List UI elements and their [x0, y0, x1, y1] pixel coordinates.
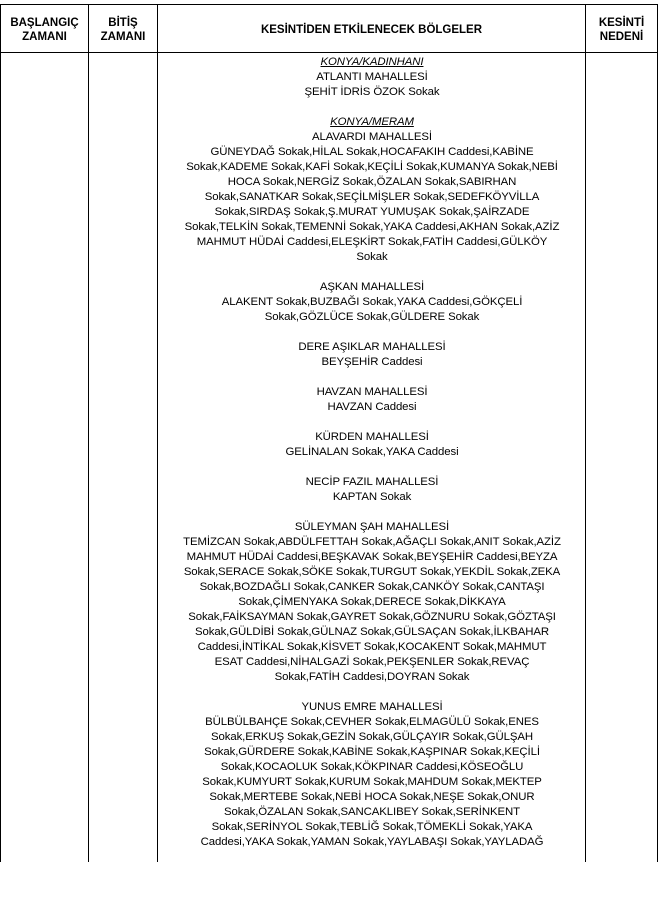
street-list-line: Sokak,FAİKSAYMAN Sokak,GAYRET Sokak,GÖZNURU Sokak,GÖZTAŞI: [188, 611, 556, 623]
column-divider: [657, 4, 658, 862]
street-list-line: Sokak,SERACE Sokak,SÖKE Sokak,TURGUT Sokak,YEKDİL Sokak,ZEKA: [183, 566, 561, 578]
street-list-line: GÜNEYDAĞ Sokak,HİLAL Sokak,HOCAFAKIH Caddesi,KABİNE: [210, 146, 534, 158]
street-list-line: ŞEHİT İDRİS ÖZOK Sokak: [304, 86, 440, 98]
spacer: [158, 460, 586, 475]
header-end-line-1: BİTİŞ: [108, 17, 138, 29]
spacer: [158, 505, 586, 520]
district-name: KONYA/MERAM: [330, 116, 414, 128]
affected-regions-cell: [158, 55, 586, 850]
street-list-line: Sokak,BOZDAĞLI Sokak,CANKER Sokak,CANKÖY Sokak,CANTAŞI: [199, 581, 545, 593]
header-end-time: [89, 10, 157, 50]
street-list-line: KAPTAN Sokak: [332, 491, 412, 503]
column-divider: [0, 4, 1, 862]
street-list-line: Sokak,ÖZALAN Sokak,SANCAKLIBEY Sokak,SERİNKENT: [224, 806, 520, 818]
street-list-line: Sokak,GÜLDİBİ Sokak,GÜLNAZ Sokak,GÜLSAÇAN Sokak,İLKBAHAR: [195, 626, 549, 638]
street-list-line: Sokak,TELKİN Sokak,TEMENNİ Sokak,YAKA Caddesi,AKHAN Sokak,AZİZ: [184, 221, 560, 233]
spacer: [158, 265, 586, 280]
neighborhood-name: HAVZAN MAHALLESİ: [316, 386, 428, 398]
street-list-line: Caddesi,İNTİKAL Sokak,KİSVET Sokak,KOCAKENT Sokak,MAHMUT: [197, 641, 547, 653]
spacer: [158, 415, 586, 430]
neighborhood-name: ALAVARDI MAHALLESİ: [312, 131, 432, 143]
street-list-line: ALAKENT Sokak,BUZBAĞI Sokak,YAKA Caddesi,GÖKÇELİ: [221, 296, 523, 308]
header-start-line-2: ZAMANI: [22, 31, 67, 43]
neighborhood-name: YUNUS EMRE MAHALLESİ: [301, 701, 443, 713]
street-list-line: Sokak,SANATKAR Sokak,SEÇİLMİŞLER Sokak,SEDEFKÖYVİLLA: [204, 191, 540, 203]
street-list-line: ESAT Caddesi,NİHALGAZİ Sokak,PEKŞENLER Sokak,REVAÇ: [214, 656, 530, 668]
street-list-line: BEYŞEHİR Caddesi: [321, 356, 423, 368]
spacer: [158, 685, 586, 700]
header-start-time: [1, 10, 88, 50]
street-list-line: MAHMUT HÜDAİ Caddesi,BEŞKAVAK Sokak,BEYŞEHİR Caddesi,BEYZA: [186, 551, 558, 563]
neighborhood-name: SÜLEYMAN ŞAH MAHALLESİ: [294, 521, 450, 533]
street-list-line: Sokak,ERKUŞ Sokak,GEZİN Sokak,GÜLÇAYIR Sokak,GÜLŞAH: [211, 731, 533, 743]
neighborhood-name: NECİP FAZIL MAHALLESİ: [305, 476, 439, 488]
street-list-line: Sokak,ÇİMENYAKA Sokak,DERECE Sokak,DİKKAYA: [238, 596, 506, 608]
neighborhood-name: DERE AŞIKLAR MAHALLESİ: [298, 341, 446, 353]
table-top-border: [0, 4, 658, 5]
street-list-line: HAVZAN Caddesi: [327, 401, 417, 413]
district-name: KONYA/KADINHANI: [320, 56, 424, 68]
street-list-line: Caddesi,YAKA Sokak,YAMAN Sokak,YAYLABAŞI Sokak,YAYLADAĞ: [200, 836, 544, 848]
street-list-line: Sokak,FATİH Caddesi,DOYRAN Sokak: [274, 671, 470, 683]
header-start-line-1: BAŞLANGIÇ: [10, 17, 79, 29]
street-list-line: TEMİZCAN Sokak,ABDÜLFETTAH Sokak,AĞAÇLI Sokak,ANIT Sokak,AZİZ: [183, 536, 561, 548]
street-list-line: Sokak: [356, 251, 388, 263]
street-list-line: Sokak,KADEME Sokak,KAFİ Sokak,KEÇİLİ Sokak,KUMANYA Sokak,NEBİ: [186, 161, 558, 173]
header-affected-regions: [158, 10, 585, 50]
spacer: [158, 325, 586, 340]
header-reason-line-1: KESİNTİ: [598, 17, 645, 29]
street-list-line: Sokak,MERTEBE Sokak,NEBİ HOCA Sokak,NEŞE Sokak,ONUR: [209, 791, 535, 803]
street-list-line: Sokak,SERİNYOL Sokak,TEBLİĞ Sokak,TÖMEKLİ Sokak,YAKA: [211, 821, 533, 833]
neighborhood-name: ATLANTI MAHALLESİ: [316, 71, 428, 83]
street-list-line: Sokak,SIRDAŞ Sokak,Ş.MURAT YUMUŞAK Sokak,ŞAİRZADE: [214, 206, 530, 218]
header-bottom-border: [0, 52, 658, 53]
header-regions-label: KESİNTİDEN ETKİLENECEK BÖLGELER: [260, 24, 483, 36]
street-list-line: Sokak,KOCAOLUK Sokak,KÖKPINAR Caddesi,KÖSEOĞLU: [220, 761, 524, 773]
header-reason-line-2: NEDENİ: [599, 31, 644, 43]
street-list-line: MAHMUT HÜDAİ Caddesi,ELEŞKİRT Sokak,FATİH Caddesi,GÜLKÖY: [196, 236, 548, 248]
spacer: [158, 100, 586, 115]
header-end-line-2: ZAMANI: [100, 31, 146, 43]
neighborhood-name: AŞKAN MAHALLESİ: [319, 281, 425, 293]
street-list-line: Sokak,GÜRDERE Sokak,KABİNE Sokak,KAŞPINAR Sokak,KEÇİLİ: [204, 746, 540, 758]
street-list-line: Sokak,GÖZLÜCE Sokak,GÜLDERE Sokak: [264, 311, 480, 323]
street-list-line: Sokak,KUMYURT Sokak,KURUM Sokak,MAHDUM Sokak,MEKTEP: [202, 776, 542, 788]
street-list-line: HOCA Sokak,NERGİZ Sokak,ÖZALAN Sokak,SABIRHAN: [227, 176, 517, 188]
column-divider: [88, 4, 89, 862]
street-list-line: GELİNALAN Sokak,YAKA Caddesi: [285, 446, 459, 458]
spacer: [158, 370, 586, 385]
neighborhood-name: KÜRDEN MAHALLESİ: [315, 431, 429, 443]
street-list-line: BÜLBÜLBAHÇE Sokak,CEVHER Sokak,ELMAGÜLÜ Sokak,ENES: [205, 716, 539, 728]
header-outage-reason: [586, 10, 657, 50]
